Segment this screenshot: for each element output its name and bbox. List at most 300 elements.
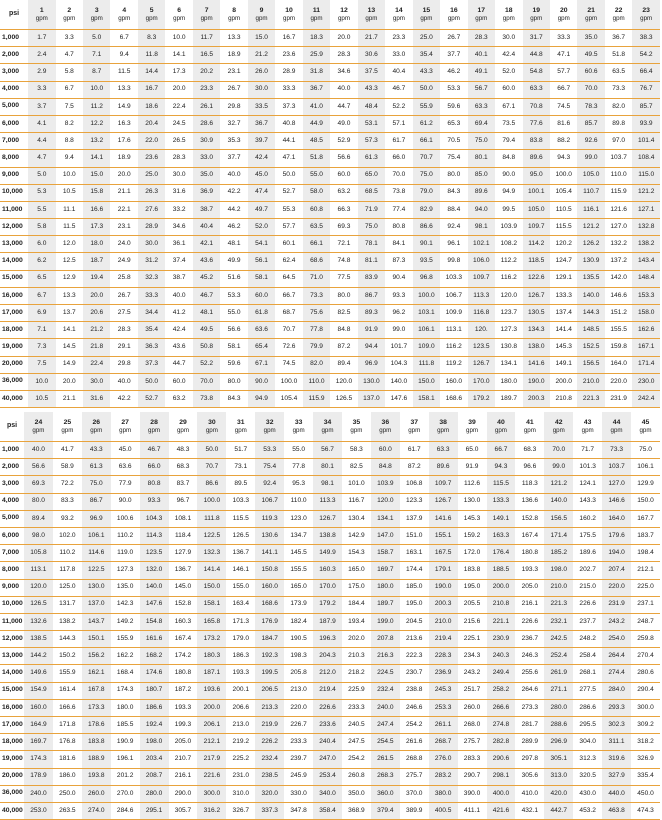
flow-cell: 51.6 xyxy=(220,270,247,287)
flow-cell: 42.2 xyxy=(220,184,247,201)
column-unit: gpm xyxy=(176,426,189,434)
flow-cell: 6.5 xyxy=(28,270,55,287)
flow-cell: 82.5 xyxy=(342,459,371,476)
flow-cell: 30.6 xyxy=(358,47,385,64)
flow-cell: 150.2 xyxy=(53,648,82,665)
flow-cell: 185.2 xyxy=(544,545,573,562)
flow-cell: 12.0 xyxy=(56,236,83,253)
flow-cell: 106.1 xyxy=(413,322,440,339)
flow-table-nozzles-24-45 xyxy=(0,412,660,820)
column-number: 41 xyxy=(526,419,534,427)
flow-cell: 30.0 xyxy=(138,236,165,253)
flow-cell: 56.1 xyxy=(248,253,275,270)
flow-cell: 18.7 xyxy=(83,253,110,270)
flow-cell: 94.3 xyxy=(550,150,577,167)
flow-cell: 14.9 xyxy=(110,98,137,115)
flow-cell: 149.2 xyxy=(111,613,140,630)
flow-cell: 81.1 xyxy=(358,253,385,270)
flow-cell: 160.0 xyxy=(440,373,467,390)
flow-cell: 77.4 xyxy=(385,201,412,218)
flow-cell: 72.1 xyxy=(330,236,357,253)
flow-cell: 199.0 xyxy=(371,613,400,630)
flow-cell: 80.8 xyxy=(385,219,412,236)
flow-cell: 143.7 xyxy=(82,613,111,630)
flow-cell: 21.2 xyxy=(248,47,275,64)
flow-cell: 119.0 xyxy=(111,545,140,562)
flow-cell: 135.5 xyxy=(577,270,604,287)
flow-cell: 75.4 xyxy=(440,150,467,167)
flow-cell: 89.4 xyxy=(24,510,53,527)
flow-cell: 89.5 xyxy=(226,476,255,493)
flow-cell: 90.0 xyxy=(248,373,275,390)
flow-cell: 320.5 xyxy=(573,768,602,785)
flow-cell: 243.2 xyxy=(602,613,631,630)
flow-cell: 60.6 xyxy=(577,64,604,81)
flow-cell: 50.0 xyxy=(275,167,302,184)
flow-cell: 93.3 xyxy=(385,287,412,304)
flow-cell: 145.3 xyxy=(458,510,487,527)
column-unit: gpm xyxy=(321,426,334,434)
column-number: 2 xyxy=(67,7,72,15)
flow-cell: 52.0 xyxy=(248,219,275,236)
flow-cell: 51.8 xyxy=(303,150,330,167)
column-number: 39 xyxy=(468,419,476,427)
flow-cell: 93.9 xyxy=(632,115,660,132)
flow-cell: 171.8 xyxy=(53,717,82,734)
flow-cell: 202.0 xyxy=(342,631,371,648)
flow-cell: 60.0 xyxy=(165,373,192,390)
column-header xyxy=(400,412,429,442)
flow-cell: 48.1 xyxy=(193,305,220,322)
flow-cell: 69.3 xyxy=(24,476,53,493)
flow-cell: 411.1 xyxy=(458,802,487,819)
flow-cell: 84.8 xyxy=(330,322,357,339)
flow-cell: 20.0 xyxy=(56,373,83,390)
column-number: 4 xyxy=(122,7,127,15)
flow-cell: 32.3 xyxy=(138,270,165,287)
flow-cell: 360.0 xyxy=(371,785,400,802)
flow-cell: 63.5 xyxy=(303,219,330,236)
column-unit: gpm xyxy=(173,14,186,22)
flow-cell: 400.5 xyxy=(429,802,458,819)
flow-cell: 77.5 xyxy=(330,270,357,287)
flow-cell: 120. xyxy=(468,322,495,339)
flow-cell: 193.3 xyxy=(226,665,255,682)
flow-cell: 218.2 xyxy=(342,665,371,682)
flow-cell: 248.7 xyxy=(631,613,660,630)
flow-cell: 88.4 xyxy=(440,201,467,218)
flow-cell: 225.2 xyxy=(226,751,255,768)
flow-cell: 170.0 xyxy=(468,373,495,390)
flow-cell: 31.6 xyxy=(165,184,192,201)
flow-cell: 33.3 xyxy=(138,287,165,304)
table-header-row xyxy=(0,412,660,442)
flow-cell: 233.6 xyxy=(313,717,342,734)
column-header xyxy=(371,412,400,442)
flow-cell: 221.3 xyxy=(544,596,573,613)
flow-cell: 66.4 xyxy=(632,64,660,81)
flow-cell: 6.9 xyxy=(28,305,55,322)
flow-cell: 18.3 xyxy=(303,30,330,47)
flow-cell: 66.1 xyxy=(413,133,440,150)
flow-cell: 155.0 xyxy=(226,579,255,596)
flow-cell: 75.0 xyxy=(358,219,385,236)
flow-cell: 162.1 xyxy=(82,665,111,682)
table-row xyxy=(0,596,660,613)
flow-cell: 118.3 xyxy=(515,476,544,493)
flow-cell: 72.2 xyxy=(53,476,82,493)
flow-cell: 127.3 xyxy=(495,322,522,339)
flow-cell: 138.2 xyxy=(53,613,82,630)
flow-cell: 7.5 xyxy=(56,98,83,115)
flow-cell: 90.0 xyxy=(495,167,522,184)
flow-cell: 142.3 xyxy=(111,596,140,613)
flow-cell: 161.4 xyxy=(53,682,82,699)
column-header xyxy=(53,412,82,442)
flow-cell: 245.3 xyxy=(429,682,458,699)
flow-cell: 21.1 xyxy=(110,184,137,201)
flow-cell: 165.8 xyxy=(197,613,226,630)
flow-cell: 23.6 xyxy=(138,150,165,167)
flow-cell: 193.6 xyxy=(197,682,226,699)
flow-cell: 326.7 xyxy=(226,802,255,819)
flow-cell: 236.7 xyxy=(515,631,544,648)
flow-cell: 198.3 xyxy=(284,648,313,665)
flow-cell: 41.7 xyxy=(53,442,82,459)
column-header xyxy=(385,0,412,30)
table-row xyxy=(0,682,660,699)
flow-cell: 4.1 xyxy=(28,115,55,132)
flow-cell: 40.0 xyxy=(165,287,192,304)
table-row xyxy=(0,459,660,476)
flow-cell: 103.3 xyxy=(440,270,467,287)
flow-cell: 225.1 xyxy=(458,631,487,648)
table-row xyxy=(0,510,660,527)
flow-cell: 188.9 xyxy=(82,751,111,768)
psi-row-label: 11,000 xyxy=(0,201,28,218)
flow-cell: 31.7 xyxy=(523,30,550,47)
flow-cell: 160.2 xyxy=(573,510,602,527)
flow-table-nozzles-1-23 xyxy=(0,0,660,408)
flow-cell: 311.1 xyxy=(602,734,631,751)
flow-cell: 163.1 xyxy=(400,545,429,562)
flow-cell: 234.3 xyxy=(458,648,487,665)
flow-cell: 21.8 xyxy=(83,339,110,356)
column-header xyxy=(24,412,53,442)
flow-cell: 98.1 xyxy=(313,476,342,493)
flow-cell: 120.0 xyxy=(24,579,53,596)
flow-cell: 8.7 xyxy=(83,64,110,81)
flow-cell: 284.0 xyxy=(602,682,631,699)
flow-cell: 55.0 xyxy=(303,167,330,184)
flow-cell: 126.7 xyxy=(523,287,550,304)
flow-cell: 88.2 xyxy=(550,133,577,150)
flow-cell: 94.3 xyxy=(487,459,516,476)
psi-row-label: 18,000 xyxy=(0,734,24,751)
flow-cell: 92.4 xyxy=(255,476,284,493)
flow-cell: 110.7 xyxy=(577,184,604,201)
flow-cell: 189.6 xyxy=(573,545,602,562)
flow-cell: 46.7 xyxy=(385,81,412,98)
flow-cell: 137.0 xyxy=(82,596,111,613)
flow-cell: 155.1 xyxy=(429,527,458,544)
flow-cell: 12.9 xyxy=(56,270,83,287)
flow-cell: 11.5 xyxy=(110,64,137,81)
flow-cell: 80.0 xyxy=(440,167,467,184)
flow-cell: 150.8 xyxy=(255,562,284,579)
flow-cell: 49.0 xyxy=(330,115,357,132)
column-unit: gpm xyxy=(310,14,323,22)
flow-cell: 109.7 xyxy=(429,476,458,493)
flow-cell: 111.8 xyxy=(413,356,440,373)
flow-cell: 112.2 xyxy=(495,253,522,270)
psi-row-label: 3,000 xyxy=(0,476,24,493)
flow-cell: 56.6 xyxy=(330,150,357,167)
flow-cell: 15.0 xyxy=(248,30,275,47)
flow-cell: 83.8 xyxy=(523,133,550,150)
table-row xyxy=(0,201,660,218)
flow-cell: 134.7 xyxy=(284,527,313,544)
flow-cell: 66.7 xyxy=(550,81,577,98)
flow-cell: 61.3 xyxy=(358,150,385,167)
flow-cell: 319.6 xyxy=(602,751,631,768)
flow-cell: 100.6 xyxy=(111,510,140,527)
flow-cell: 126.5 xyxy=(226,527,255,544)
flow-cell: 183.8 xyxy=(82,734,111,751)
column-unit: gpm xyxy=(408,426,421,434)
flow-cell: 195.0 xyxy=(458,579,487,596)
psi-row-label: 3,000 xyxy=(0,64,28,81)
flow-cell: 132.0 xyxy=(140,562,169,579)
flow-cell: 38.7 xyxy=(165,270,192,287)
flow-cell: 68.3 xyxy=(515,442,544,459)
flow-cell: 11.7 xyxy=(193,30,220,47)
flow-cell: 58.3 xyxy=(342,442,371,459)
flow-cell: 105.4 xyxy=(550,184,577,201)
column-number: 28 xyxy=(150,419,158,427)
flow-cell: 6.0 xyxy=(28,236,55,253)
flow-cell: 316.2 xyxy=(197,802,226,819)
flow-cell: 152.5 xyxy=(577,339,604,356)
flow-cell: 35.0 xyxy=(193,167,220,184)
flow-cell: 143.4 xyxy=(632,253,660,270)
flow-cell: 226.2 xyxy=(255,734,284,751)
flow-cell: 40.4 xyxy=(385,64,412,81)
flow-cell: 124.1 xyxy=(573,476,602,493)
flow-cell: 100.0 xyxy=(550,167,577,184)
flow-cell: 44.8 xyxy=(523,47,550,64)
flow-cell: 312.3 xyxy=(573,751,602,768)
flow-cell: 196.1 xyxy=(111,751,140,768)
flow-cell: 71.9 xyxy=(358,201,385,218)
flow-cell: 121.2 xyxy=(544,476,573,493)
column-unit: gpm xyxy=(530,14,543,22)
column-number: 43 xyxy=(583,419,592,427)
flow-cell: 50.0 xyxy=(197,442,226,459)
flow-cell: 199.3 xyxy=(169,717,198,734)
flow-cell: 96.1 xyxy=(440,236,467,253)
flow-cell: 270.4 xyxy=(631,648,660,665)
flow-cell: 300.0 xyxy=(197,785,226,802)
column-unit: gpm xyxy=(350,426,363,434)
column-header xyxy=(220,0,247,30)
flow-cell: 11.5 xyxy=(56,219,83,236)
flow-cell: 116.8 xyxy=(468,305,495,322)
flow-cell: 91.9 xyxy=(358,322,385,339)
flow-cell: 28.3 xyxy=(330,47,357,64)
flow-cell: 135.0 xyxy=(111,579,140,596)
flow-cell: 87.2 xyxy=(400,459,429,476)
flow-cell: 174.4 xyxy=(400,562,429,579)
flow-cell: 96.2 xyxy=(385,305,412,322)
flow-cell: 83.3 xyxy=(53,493,82,510)
flow-cell: 115.5 xyxy=(226,510,255,527)
flow-cell: 168.2 xyxy=(140,648,169,665)
flow-cell: 151.0 xyxy=(400,527,429,544)
flow-cell: 55.3 xyxy=(275,201,302,218)
flow-cell: 115.9 xyxy=(605,184,632,201)
flow-cell: 206.6 xyxy=(226,699,255,716)
flow-cell: 66.0 xyxy=(385,150,412,167)
flow-cell: 114.6 xyxy=(82,545,111,562)
flow-cell: 52.7 xyxy=(138,390,165,407)
psi-row-label: 13,000 xyxy=(0,648,24,665)
flow-cell: 233.3 xyxy=(342,699,371,716)
flow-cell: 68.7 xyxy=(275,305,302,322)
psi-row-label: 19,000 xyxy=(0,751,24,768)
column-header xyxy=(110,0,137,30)
flow-cell: 174.2 xyxy=(169,648,198,665)
flow-cell: 14.5 xyxy=(56,339,83,356)
flow-cell: 154.3 xyxy=(342,545,371,562)
flow-cell: 432.1 xyxy=(515,802,544,819)
column-number: 14 xyxy=(395,7,403,15)
flow-cell: 290.6 xyxy=(487,751,516,768)
flow-cell: 178.9 xyxy=(24,768,53,785)
flow-cell: 220.0 xyxy=(605,373,632,390)
flow-cell: 38.7 xyxy=(193,201,220,218)
flow-cell: 103.7 xyxy=(605,150,632,167)
flow-cell: 66.3 xyxy=(330,201,357,218)
flow-cell: 20.6 xyxy=(83,305,110,322)
flow-cell: 100.0 xyxy=(275,373,302,390)
flow-cell: 146.1 xyxy=(226,562,255,579)
flow-cell: 180.0 xyxy=(111,699,140,716)
flow-cell: 94.0 xyxy=(468,201,495,218)
flow-cell: 202.7 xyxy=(573,562,602,579)
flow-cell: 176.8 xyxy=(53,734,82,751)
flow-cell: 137.2 xyxy=(605,253,632,270)
column-unit: gpm xyxy=(35,14,48,22)
flow-cell: 120.0 xyxy=(371,493,400,510)
flow-cell: 231.0 xyxy=(226,768,255,785)
flow-cell: 79.4 xyxy=(495,133,522,150)
flow-cell: 232.4 xyxy=(371,682,400,699)
flow-cell: 46.7 xyxy=(193,287,220,304)
flow-cell: 179.1 xyxy=(429,562,458,579)
table-row xyxy=(0,98,660,115)
flow-cell: 80.0 xyxy=(330,287,357,304)
column-header xyxy=(83,0,110,30)
flow-cell: 109.7 xyxy=(523,219,550,236)
flow-cell: 168.6 xyxy=(255,596,284,613)
column-header xyxy=(573,412,602,442)
table-row xyxy=(0,287,660,304)
table-row xyxy=(0,751,660,768)
flow-cell: 420.0 xyxy=(544,785,573,802)
flow-cell: 121.2 xyxy=(632,184,660,201)
flow-cell: 27.5 xyxy=(110,305,137,322)
flow-cell: 5.8 xyxy=(28,219,55,236)
table-row xyxy=(0,373,660,390)
column-unit: gpm xyxy=(612,14,625,22)
flow-cell: 42.4 xyxy=(165,322,192,339)
column-unit: gpm xyxy=(585,14,598,22)
flow-cell: 163.3 xyxy=(487,527,516,544)
flow-cell: 28.3 xyxy=(165,150,192,167)
flow-cell: 119.3 xyxy=(255,510,284,527)
flow-cell: 210.7 xyxy=(169,751,198,768)
column-header xyxy=(169,412,198,442)
flow-cell: 239.7 xyxy=(284,751,313,768)
flow-cell: 127.0 xyxy=(605,219,632,236)
flow-cell: 34.6 xyxy=(330,64,357,81)
flow-cell: 149.1 xyxy=(487,510,516,527)
flow-cell: 52.2 xyxy=(385,98,412,115)
flow-cell: 190.0 xyxy=(523,373,550,390)
flow-cell: 350.0 xyxy=(342,785,371,802)
flow-cell: 274.4 xyxy=(602,665,631,682)
flow-cell: 212.1 xyxy=(631,562,660,579)
flow-cell: 96.6 xyxy=(515,459,544,476)
flow-cell: 130.0 xyxy=(82,579,111,596)
table-row xyxy=(0,184,660,201)
flow-cell: 98.0 xyxy=(24,527,53,544)
flow-cell: 53.1 xyxy=(358,115,385,132)
flow-cell: 114.2 xyxy=(523,236,550,253)
flow-cell: 175.0 xyxy=(342,579,371,596)
flow-cell: 54.2 xyxy=(632,47,660,64)
flow-cell: 56.7 xyxy=(313,442,342,459)
column-number: 8 xyxy=(232,7,236,15)
flow-cell: 240.4 xyxy=(313,734,342,751)
column-unit: gpm xyxy=(447,14,460,22)
flow-cell: 96.9 xyxy=(82,510,111,527)
flow-cell: 92.6 xyxy=(577,133,604,150)
flow-cell: 190.0 xyxy=(429,579,458,596)
flow-cell: 300.0 xyxy=(631,699,660,716)
flow-cell: 274.8 xyxy=(487,717,516,734)
flow-cell: 184.7 xyxy=(255,631,284,648)
column-header xyxy=(577,0,604,30)
flow-cell: 47.4 xyxy=(248,184,275,201)
flow-cell: 52.7 xyxy=(275,184,302,201)
flow-cell: 90.0 xyxy=(111,493,140,510)
flow-cell: 63.3 xyxy=(429,442,458,459)
flow-cell: 103.9 xyxy=(495,219,522,236)
flow-cell: 11.2 xyxy=(83,98,110,115)
flow-cell: 162.2 xyxy=(111,648,140,665)
flow-cell: 70.0 xyxy=(193,373,220,390)
column-header xyxy=(458,412,487,442)
flow-cell: 251.7 xyxy=(458,682,487,699)
flow-cell: 63.3 xyxy=(523,81,550,98)
flow-cell: 169.7 xyxy=(371,562,400,579)
flow-cell: 58.1 xyxy=(220,339,247,356)
flow-cell: 164.0 xyxy=(605,356,632,373)
flow-cell: 254.5 xyxy=(371,734,400,751)
column-unit: gpm xyxy=(119,426,132,434)
